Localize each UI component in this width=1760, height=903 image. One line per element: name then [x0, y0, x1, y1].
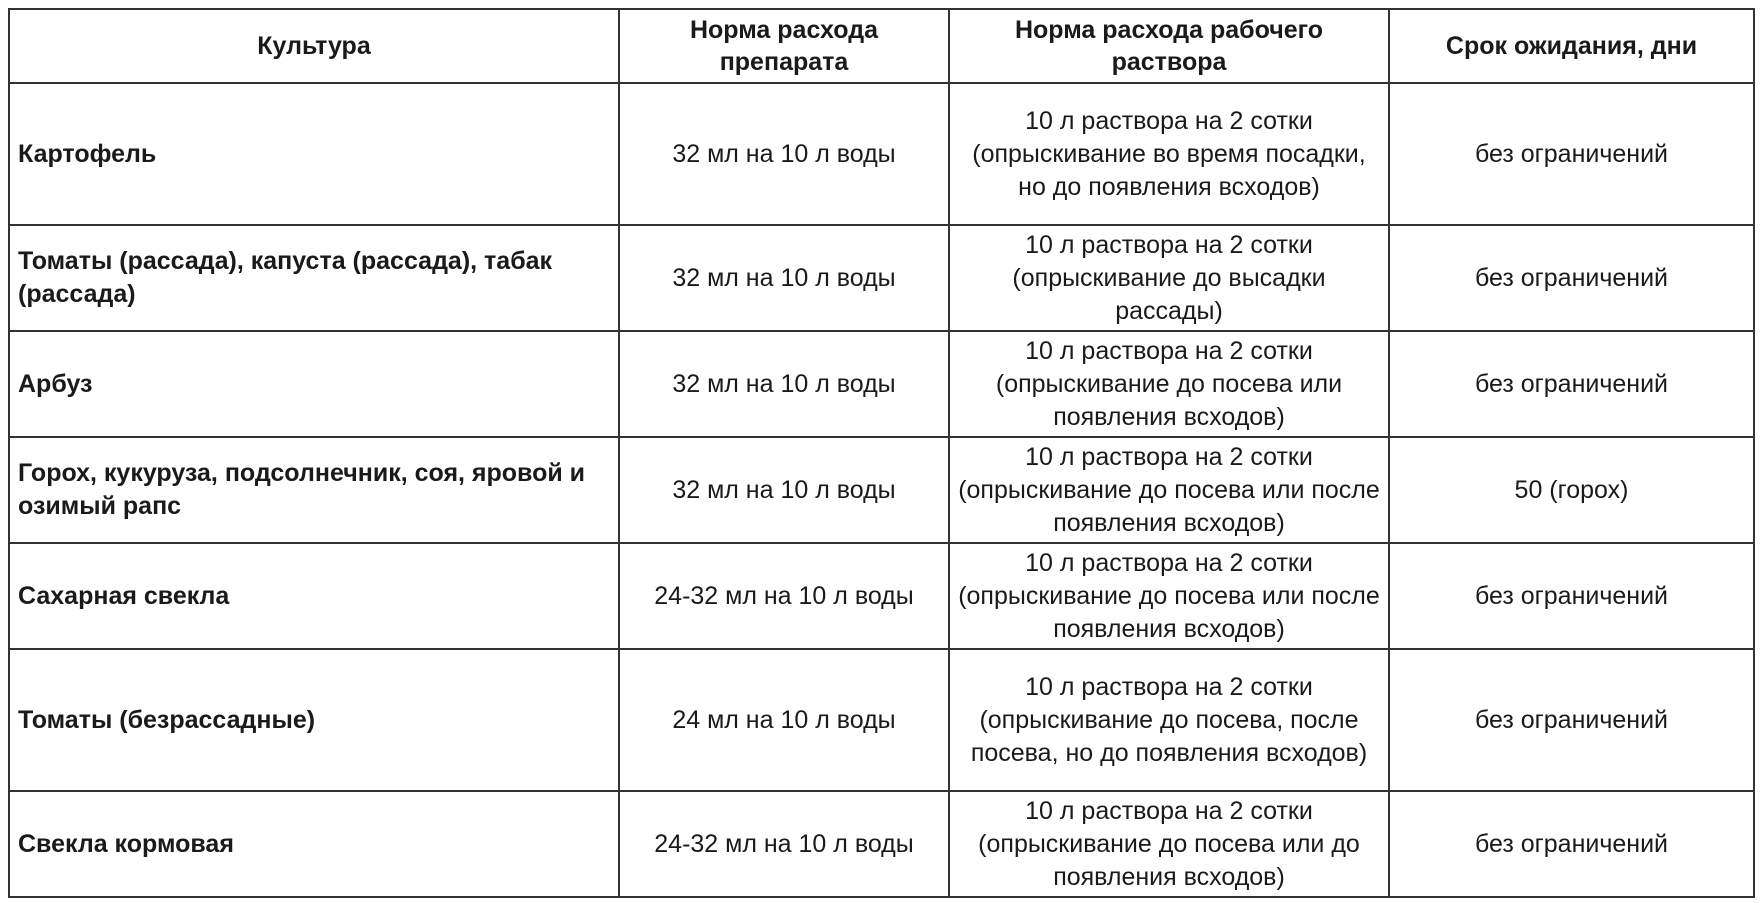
cell-rate: 24 мл на 10 л воды: [619, 649, 949, 791]
cell-crop: Картофель: [9, 83, 619, 225]
cell-crop: Томаты (безрассадные): [9, 649, 619, 791]
header-solution-rate: Норма расхода рабочего раствора: [949, 9, 1389, 83]
cell-rate: 32 мл на 10 л воды: [619, 83, 949, 225]
cell-solution: 10 л раствора на 2 сотки (опрыскивание до посева или появления всходов): [949, 331, 1389, 437]
cell-crop: Горох, кукуруза, подсолнечник, соя, яровой и озимый рапс: [9, 437, 619, 543]
cell-waiting: без ограничений: [1389, 791, 1754, 897]
cell-rate: 24-32 мл на 10 л воды: [619, 543, 949, 649]
cell-rate: 32 мл на 10 л воды: [619, 437, 949, 543]
cell-solution: 10 л раствора на 2 сотки (опрыскивание до высадки рассады): [949, 225, 1389, 331]
dosage-table: [8, 8, 1755, 898]
cell-waiting: 50 (горох): [1389, 437, 1754, 543]
cell-solution: 10 л раствора на 2 сотки (опрыскивание до посева или после появления всходов): [949, 543, 1389, 649]
cell-waiting: без ограничений: [1389, 649, 1754, 791]
cell-solution: 10 л раствора на 2 сотки (опрыскивание до посева, после посева, но до появления всходов): [949, 649, 1389, 791]
cell-waiting: без ограничений: [1389, 225, 1754, 331]
table-row: [9, 437, 1754, 543]
cell-waiting: без ограничений: [1389, 83, 1754, 225]
cell-waiting: без ограничений: [1389, 543, 1754, 649]
cell-rate: 24-32 мл на 10 л воды: [619, 791, 949, 897]
cell-waiting: без ограничений: [1389, 331, 1754, 437]
cell-rate: 32 мл на 10 л воды: [619, 225, 949, 331]
header-preparation-rate: Норма расхода препарата: [619, 9, 949, 83]
header-waiting-period: Срок ожидания, дни: [1389, 9, 1754, 83]
table-row: [9, 543, 1754, 649]
table-row: [9, 649, 1754, 791]
table-header-row: [9, 9, 1754, 83]
table-row: [9, 791, 1754, 897]
table-row: [9, 225, 1754, 331]
cell-crop: Сахарная свекла: [9, 543, 619, 649]
cell-solution: 10 л раствора на 2 сотки (опрыскивание до посева или после появления всходов): [949, 437, 1389, 543]
cell-solution: 10 л раствора на 2 сотки (опрыскивание во время посадки, но до появления всходов): [949, 83, 1389, 225]
cell-crop: Свекла кормовая: [9, 791, 619, 897]
cell-crop: Арбуз: [9, 331, 619, 437]
cell-rate: 32 мл на 10 л воды: [619, 331, 949, 437]
cell-crop: Томаты (рассада), капуста (рассада), табак (рассада): [9, 225, 619, 331]
table-row: [9, 83, 1754, 225]
table-row: [9, 331, 1754, 437]
header-crop: Культура: [9, 9, 619, 83]
cell-solution: 10 л раствора на 2 сотки (опрыскивание до посева или до появления всходов): [949, 791, 1389, 897]
